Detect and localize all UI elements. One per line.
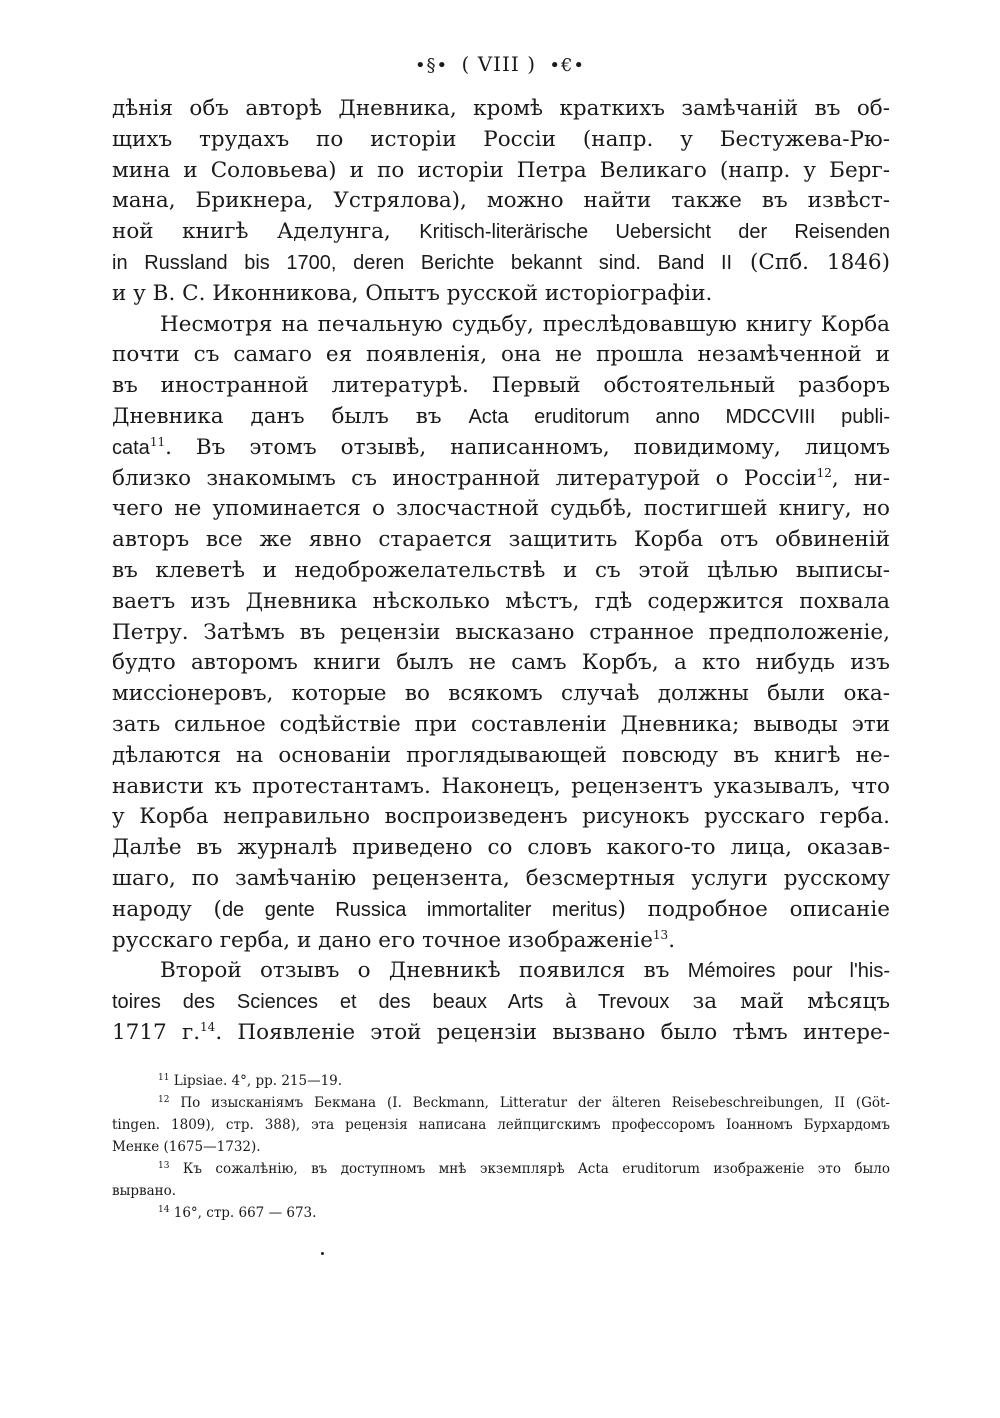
footnote-line: [112, 1114, 890, 1136]
line-text: Несмотря на печальную судьбу, преслѣдовавшую книгу Корба: [160, 311, 890, 337]
line-text: Петру. Затѣмъ въ рецензіи высказано странное предположеніе,: [112, 619, 890, 645]
left-ornament: •§•: [414, 55, 449, 76]
line-text: въ клеветѣ и недоброжелательствѣ и съ этой цѣлью выписы-: [112, 557, 890, 583]
line-text: дѣлаются на основаніи проглядывающей повсюду въ книгѣ не-: [112, 742, 890, 768]
footnote-number: 12: [158, 1095, 170, 1105]
line-text: у Корба неправильно воспроизведенъ рисунокъ русскаго герба.: [112, 804, 890, 830]
line-text: . Въ этомъ отзывѣ, написанномъ, повидимому, лицомъ: [165, 434, 890, 460]
line-text: чего не упоминается о злосчастной судьбѣ, постигшей книгу, но: [112, 496, 890, 522]
line-text: народу (: [112, 896, 222, 922]
footnote-ref: 12: [816, 465, 832, 480]
line-text: . Появленіе этой рецензіи вызвано было тѣмъ интере-: [215, 1019, 890, 1045]
text-line: [112, 772, 890, 803]
latin-title: Acta eruditorum anno MDCCVIII publi-: [468, 405, 890, 428]
page-number: ( VIII ): [461, 52, 536, 76]
text-line: [112, 956, 890, 987]
text-line: [112, 556, 890, 587]
text-line: [112, 125, 890, 156]
line-text: нависти къ протестантамъ. Наконецъ, рецензентъ указывалъ, что: [112, 773, 890, 799]
text-line: [112, 94, 890, 125]
footnote-text: Менке (1675—1732).: [112, 1139, 261, 1155]
footnote-ref: 11: [149, 434, 166, 449]
line-text: ваетъ изъ Дневника нѣсколько мѣстъ, гдѣ содержится похвала: [112, 588, 890, 614]
text-line: [112, 464, 890, 495]
line-text: ной книгѣ Аделунга,: [112, 219, 420, 245]
footnote-number: 13: [158, 1161, 170, 1171]
line-text: щихъ трудахъ по исторіи Россіи (напр. у Бестужева-Рю-: [112, 126, 890, 152]
text-line: [112, 310, 890, 341]
footnote-text: вырвано.: [112, 1183, 177, 1199]
main-text: [112, 94, 890, 1049]
text-line: [112, 371, 890, 402]
text-line: [112, 926, 890, 957]
footnote-ref: 14: [200, 1019, 216, 1034]
line-text: мина и Соловьева) и по исторіи Петра Великаго (напр. у Берг-: [112, 157, 890, 183]
latin-title: cata: [112, 436, 150, 459]
footnote-ref: 13: [652, 927, 669, 942]
line-text: русскаго герба, и дано его точное изображеніе: [112, 927, 653, 953]
footnote-number: 14: [158, 1205, 170, 1215]
text-line: [112, 217, 890, 248]
text-line: [112, 710, 890, 741]
line-text: Второй отзывъ о Дневникѣ появился въ: [160, 958, 688, 984]
footnote-number: 11: [158, 1073, 170, 1083]
line-text: Далѣе въ журналѣ приведено со словъ какого-то лица, оказав-: [112, 835, 890, 861]
text-line: [112, 1018, 890, 1049]
text-line: [112, 279, 890, 310]
text-line: [112, 618, 890, 649]
footnote-line: [112, 1070, 890, 1092]
footnote-text: По изысканіямъ Бекмана (I. Beckmann, Litteratur der älteren Reisebeschreibungen, II (Göt-: [169, 1095, 890, 1111]
text-line: [112, 679, 890, 710]
footnote-line: [112, 1092, 890, 1114]
line-text: (Спб. 1846): [732, 249, 890, 275]
text-line: [112, 525, 890, 556]
text-line: [112, 494, 890, 525]
latin-title: de gente Russica immortaliter meritus: [221, 898, 618, 921]
footnote-text: Къ сожалѣнію, въ доступномъ мнѣ экземплярѣ Acta eruditorum изображеніе это было: [169, 1161, 890, 1177]
text-line: [112, 340, 890, 371]
latin-title: toires des Sciences et des beaux Arts à Trevoux: [112, 991, 670, 1014]
text-line: [112, 833, 890, 864]
text-line: [112, 248, 890, 279]
text-line: [112, 433, 890, 464]
latin-title: in Russland bis 1700, deren Berichte bekannt sind. Band II: [112, 251, 733, 274]
footnote-line: [112, 1202, 890, 1224]
line-text: будто авторомъ книги былъ не самъ Корбъ, а кто нибудь изъ: [112, 650, 890, 676]
footnotes: [112, 1070, 890, 1224]
line-text: Дневника данъ былъ въ: [112, 403, 469, 429]
line-text: , ни-: [831, 465, 890, 491]
line-text: .: [668, 927, 676, 953]
text-line: [112, 741, 890, 772]
line-text: мана, Брикнера, Устрялова), можно найти также въ извѣст-: [112, 188, 890, 214]
line-text: въ иностранной литературѣ. Первый обстоятельный разборъ: [112, 373, 890, 399]
text-line: [112, 402, 890, 433]
footnote-line: [112, 1136, 890, 1158]
line-text: дѣнія объ авторѣ Дневника, кромѣ краткихъ замѣчаній въ об-: [112, 96, 890, 121]
line-text: 1717 г.: [112, 1019, 201, 1045]
text-line: [112, 156, 890, 187]
text-line: [112, 895, 890, 926]
line-text: почти съ самаго ея появленія, она не прошла незамѣченной и: [112, 342, 890, 368]
text-line: [112, 987, 890, 1018]
page-header: [0, 52, 1000, 76]
line-text: авторъ все же явно старается защитить Корба отъ обвиненій: [112, 527, 890, 553]
stray-dot: [321, 1252, 324, 1255]
line-text: шаго, по замѣчанію рецензента, безсмертныя услуги русскому: [112, 865, 890, 891]
right-ornament: •€•: [549, 55, 586, 76]
text-line: [112, 587, 890, 618]
line-text: за май мѣсяцъ: [669, 989, 890, 1015]
footnote-text: 16°, стр. 667 — 673.: [169, 1205, 317, 1221]
text-line: [112, 186, 890, 217]
footnote-text: Lipsiae. 4°, pp. 215—19.: [169, 1073, 343, 1089]
line-text: близко знакомымъ съ иностранной литературой о Россіи: [112, 465, 817, 491]
latin-title: Mémoires pour l'his-: [687, 960, 890, 983]
text-line: [112, 864, 890, 895]
footnote-line: [112, 1180, 890, 1202]
line-text: зать сильное содѣйствіе при составленіи Дневника; выводы эти: [112, 711, 890, 737]
line-text: миссіонеровъ, которые во всякомъ случаѣ должны были ока-: [112, 681, 890, 707]
footnote-line: [112, 1158, 890, 1180]
latin-title: Kritisch-literärische Uebersicht der Reisenden: [419, 221, 890, 244]
footnote-text: tingen. 1809), стр. 388), эта рецензія написана лейпцигскимъ профессоромъ Іоанномъ Бурхардомъ: [112, 1117, 890, 1133]
text-line: [112, 648, 890, 679]
line-text: ) подробное описаніе: [617, 896, 890, 922]
text-line: [112, 802, 890, 833]
line-text: и у В. С. Иконникова, Опытъ русской исторіографіи.: [112, 280, 713, 306]
